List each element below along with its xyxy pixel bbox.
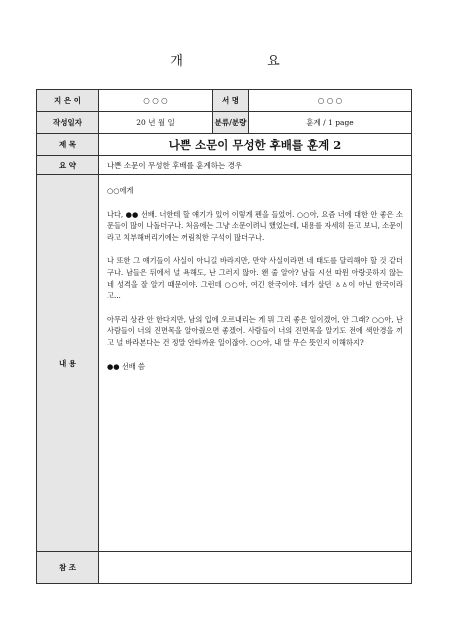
letter-paragraph: 아무리 상관 안 한다지만, 남의 입에 오르내리는 게 뭐 그리 좋은 일이겠어, 안 그래? ○○아, 난 사람들이 너의 진면목을 알아줬으면 좋겠어. 사람들이 너의 진면목을 알기도 전에 색안경을 끼고 널 바라본다는 건 정말 안타까운 일이잖아. ○○아, 내 말 무슨 뜻인지 이해하지? [107,314,403,347]
date-value: 20 년 월 일 [99,112,213,134]
reference-label: 참 조 [37,552,99,584]
subject-label: 제 목 [37,134,99,156]
date-label: 작성일자 [37,112,99,134]
author-label: 지 은 이 [37,90,99,112]
letter-salutation: ○○에게 [107,186,134,195]
letter-paragraph: 나 또한 그 얘기들이 사실이 아니길 바라지만, 만약 사실이라면 네 태도를 달리해야 할 것 같더구나. 남들은 뒤에서 널 욕해도, 난 그러지 않아. 왠 줄 알아? 남들 시선 따윈 아랑곳하지 않는 네 성격을 잘 알기 때문이야. 그런데 ○○아, 여긴 한국이야. 네가 살던 ㅿㅿ이 아닌 한국이라고... [107,256,403,301]
reference-value [99,552,412,584]
overview-form [36,89,412,584]
content-label: 내 용 [37,175,99,552]
letter-sign-off: ●● 선배 씀 [107,361,145,371]
signature-value: ○ ○ ○ [249,90,412,112]
author-value: ○ ○ ○ [99,90,213,112]
letter-paragraph: 나다, ●● 선배. 너한테 할 얘기가 있어 이렇게 펜을 들었어. ○○아, 요즘 너에 대한 안 좋은 소문들이 많이 나돌더구나. 처음에는 그냥 소문이려니 했었는데, 내용를 자세히 듣고 보니, 소문이라고 치부해버리기에는 꺼림칙한 구석이 많더구나. [107,209,403,242]
category-label: 분류/분량 [213,112,249,134]
category-value: 훈계 / 1 page [249,112,412,134]
summary-label: 요 약 [37,156,99,175]
summary-value: 나쁜 소문이 무성한 후배를 훈계하는 경우 [99,156,412,175]
page-title: 개 요 [170,54,320,69]
signature-label: 서 명 [213,90,249,112]
letter-content [99,175,412,552]
subject-value: 나쁜 소문이 무성한 후배를 훈계 2 [99,134,412,156]
